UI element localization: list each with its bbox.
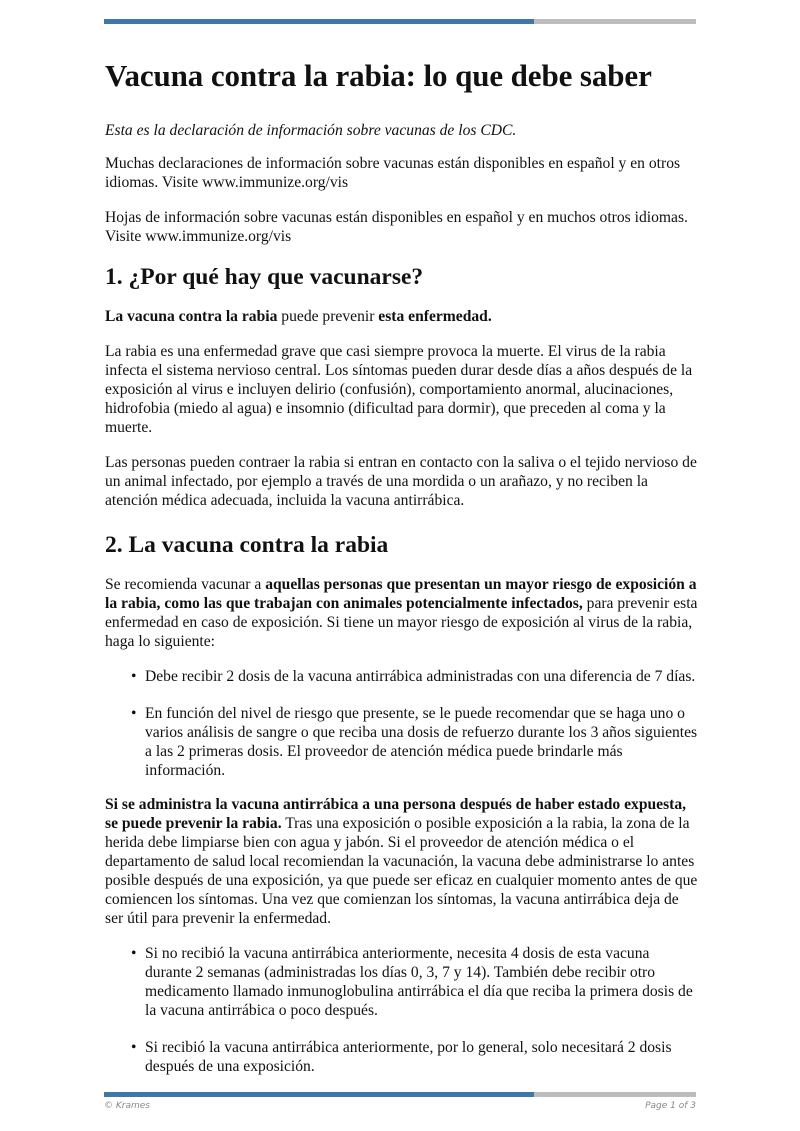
s2p1-text-1: Se recomienda vacunar a bbox=[105, 576, 266, 593]
header-rule bbox=[104, 19, 696, 24]
list-item-text: Debe recibir 2 dosis de la vacuna antirrábica administradas con una diferencia de 7 días. bbox=[145, 668, 696, 685]
lead-bold-2: esta enfermedad. bbox=[378, 308, 492, 325]
section-1-paragraph-1: La rabia es una enfermedad grave que casi siempre provoca la muerte. El virus de la rabia infecta el sistema nervioso central. Los síntomas pueden durar desde días a años después de la exposición al virus e incluyen delirio (confusión), comportamiento anormal, alucinaciones, hidrofobia (miedo al agua) e insomnio (dificultad para dormir), que preceden al coma y la muerte. bbox=[105, 343, 693, 436]
lead-bold-1: La vacuna contra la rabia bbox=[105, 308, 278, 325]
document-body bbox=[105, 52, 700, 1091]
list-item bbox=[131, 944, 700, 1020]
footer-rule-secondary bbox=[534, 1092, 696, 1097]
list-item bbox=[131, 704, 700, 780]
intro-statement: Esta es la declaración de información sobre vacunas de los CDC. bbox=[105, 122, 517, 139]
intro-paragraph-2: Hojas de información sobre vacunas están disponibles en español y en muchos otros idiomas. Visite www.immunize.org/vis bbox=[105, 209, 688, 245]
bullet-icon: • bbox=[131, 1039, 137, 1056]
intro-paragraph-1: Muchas declaraciones de información sobre vacunas están disponibles en español y en otros idiomas. Visite www.immunize.org/vis bbox=[105, 155, 681, 191]
footer-rule bbox=[104, 1092, 696, 1097]
bullet-icon: • bbox=[131, 945, 137, 962]
bullet-icon: • bbox=[131, 705, 137, 722]
header-rule-secondary bbox=[534, 19, 696, 24]
page-title: Vacuna contra la rabia: lo que debe saber bbox=[105, 58, 652, 93]
s2p2-text-1: Tras una exposición o posible exposición a la rabia, la zona de la herida debe limpiarse bien con agua y jabón. Si el proveedor de atención médica o el departamento de salud local recomiendan la vacunación, la vacuna debe administrarse lo antes posible después de una exposición, ya que puede ser eficaz en cualquier momento antes de que comiencen los síntomas. Una vez que comienzan los síntomas, la vacuna antirrábica deja de ser útil para prevenir la enfermedad. bbox=[105, 815, 698, 927]
s2p1-text-2: para prevenir esta enfermedad en caso de exposición. Si tiene un mayor riesgo de exposición al virus de la rabia, haga lo siguiente: bbox=[105, 595, 698, 650]
s2p1-bold-1: aquellas personas que presentan un mayor riesgo de exposición a la rabia, como las que trabajan con animales potencialmente infectados, bbox=[105, 576, 697, 612]
section-1-lead bbox=[105, 307, 700, 326]
s2p2-bold-1: Si se administra la vacuna antirrábica a una persona después de haber estado expuesta, se puede prevenir la rabia. bbox=[105, 796, 687, 832]
footer-rule-primary bbox=[104, 1092, 534, 1097]
section-2-heading: 2. La vacuna contra la rabia bbox=[105, 532, 389, 558]
exposure-list bbox=[105, 944, 700, 1076]
list-item bbox=[131, 1038, 700, 1076]
section-2-paragraph-2 bbox=[105, 795, 700, 928]
section-1-heading: 1. ¿Por qué hay que vacunarse? bbox=[105, 264, 424, 290]
list-item-text: Si no recibió la vacuna antirrábica anteriormente, necesita 4 dosis de esta vacuna durante 2 semanas (administradas los días 0, 3, 7 y 14). También debe recibir otro medicamento llamado inmunoglobulina antirrábica el día que reciba la primera dosis de la vacuna antirrábica o poco después. bbox=[145, 945, 693, 1019]
lead-text-1: puede prevenir bbox=[277, 308, 379, 325]
recommendation-list bbox=[105, 667, 700, 780]
copyright-text: © Krames bbox=[104, 1101, 150, 1111]
list-item-text: En función del nivel de riesgo que presente, se le puede recomendar que se haga uno o varios análisis de sangre o que reciba una dosis de refuerzo durante los 3 años siguientes a las 2 primeras dosis. El proveedor de atención médica puede brindarle más información. bbox=[145, 705, 698, 779]
bullet-icon: • bbox=[131, 668, 137, 685]
list-item bbox=[131, 667, 700, 686]
page-footer bbox=[104, 1101, 696, 1111]
section-1-paragraph-2: Las personas pueden contraer la rabia si entran en contacto con la saliva o el tejido nervioso de un animal infectado, por ejemplo a través de una mordida o un arañazo, y no reciben la atención médica adecuada, incluida la vacuna antirrábica. bbox=[105, 454, 697, 509]
list-item-text: Si recibió la vacuna antirrábica anteriormente, por lo general, solo necesitará 2 dosis después de una exposición. bbox=[145, 1039, 672, 1075]
section-2-paragraph-1 bbox=[105, 575, 700, 651]
page-number: Page 1 of 3 bbox=[645, 1101, 696, 1111]
header-rule-primary bbox=[104, 19, 534, 24]
